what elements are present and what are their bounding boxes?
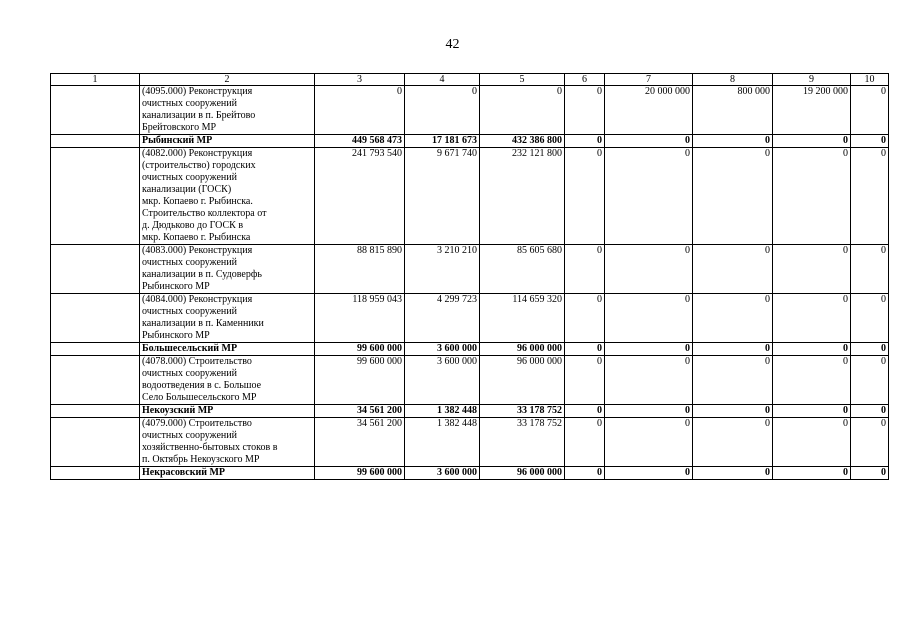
value-cell-c8: 0 — [693, 467, 773, 480]
value-cell-c3: 34 561 200 — [315, 418, 405, 467]
value-cell-c8: 0 — [693, 245, 773, 294]
value-cell-c5: 96 000 000 — [480, 356, 565, 405]
value-cell-c3: 0 — [315, 86, 405, 135]
value-cell-c6: 0 — [565, 294, 605, 343]
district-total-row — [51, 343, 889, 356]
district-total-row — [51, 135, 889, 148]
value-cell-c6: 0 — [565, 356, 605, 405]
project-description-cell: (4095.000) Реконструкция очистных сооружений канализации в п. Брейтово Брейтовского МР — [140, 86, 315, 135]
district-total-row — [51, 405, 889, 418]
value-cell-c10: 0 — [851, 343, 889, 356]
value-cell-c8: 0 — [693, 418, 773, 467]
value-cell-c3: 88 815 890 — [315, 245, 405, 294]
value-cell-c6: 0 — [565, 343, 605, 356]
value-cell-c9: 0 — [773, 245, 851, 294]
column-header: 6 — [565, 74, 605, 86]
value-cell-c6: 0 — [565, 467, 605, 480]
district-total-row — [51, 467, 889, 480]
project-description-cell: (4078.000) Строительство очистных сооружений водоотведения в с. Большое Село Большесельского МР — [140, 356, 315, 405]
column-header: 3 — [315, 74, 405, 86]
empty-cell — [51, 148, 140, 245]
value-cell-c9: 0 — [773, 356, 851, 405]
column-header: 9 — [773, 74, 851, 86]
value-cell-c4: 0 — [405, 86, 480, 135]
value-cell-c4: 4 299 723 — [405, 294, 480, 343]
value-cell-c10: 0 — [851, 467, 889, 480]
value-cell-c3: 99 600 000 — [315, 467, 405, 480]
project-row — [51, 245, 889, 294]
value-cell-c6: 0 — [565, 405, 605, 418]
column-header: 4 — [405, 74, 480, 86]
value-cell-c4: 1 382 448 — [405, 405, 480, 418]
value-cell-c7: 0 — [605, 294, 693, 343]
value-cell-c3: 118 959 043 — [315, 294, 405, 343]
value-cell-c4: 3 600 000 — [405, 356, 480, 405]
project-row — [51, 356, 889, 405]
value-cell-c5: 33 178 752 — [480, 418, 565, 467]
value-cell-c8: 0 — [693, 294, 773, 343]
value-cell-c4: 3 600 000 — [405, 467, 480, 480]
value-cell-c5: 114 659 320 — [480, 294, 565, 343]
value-cell-c9: 19 200 000 — [773, 86, 851, 135]
project-description-cell: (4079.000) Строительство очистных сооружений хозяйственно-бытовых стоков в п. Октябрь Некоузского МР — [140, 418, 315, 467]
project-row — [51, 294, 889, 343]
empty-cell — [51, 245, 140, 294]
value-cell-c6: 0 — [565, 135, 605, 148]
district-name-cell: Некоузский МР — [140, 405, 315, 418]
value-cell-c10: 0 — [851, 405, 889, 418]
value-cell-c7: 0 — [605, 343, 693, 356]
value-cell-c3: 99 600 000 — [315, 343, 405, 356]
value-cell-c4: 1 382 448 — [405, 418, 480, 467]
value-cell-c5: 432 386 800 — [480, 135, 565, 148]
value-cell-c3: 241 793 540 — [315, 148, 405, 245]
value-cell-c10: 0 — [851, 294, 889, 343]
table-header-row — [51, 74, 889, 86]
budget-table — [50, 73, 889, 480]
column-header: 7 — [605, 74, 693, 86]
column-header: 1 — [51, 74, 140, 86]
value-cell-c7: 0 — [605, 245, 693, 294]
empty-cell — [51, 135, 140, 148]
value-cell-c10: 0 — [851, 245, 889, 294]
value-cell-c7: 20 000 000 — [605, 86, 693, 135]
value-cell-c4: 3 600 000 — [405, 343, 480, 356]
empty-cell — [51, 467, 140, 480]
empty-cell — [51, 294, 140, 343]
value-cell-c9: 0 — [773, 405, 851, 418]
project-description-cell: (4082.000) Реконструкция (строительство) городских очистных сооружений канализации (ГОСК) мкр. Копаево г. Рыбинска. Строительство коллектора от д. Дюдьково до ГОСК в мкр. Копаево г. Рыбинска — [140, 148, 315, 245]
value-cell-c4: 9 671 740 — [405, 148, 480, 245]
value-cell-c9: 0 — [773, 467, 851, 480]
project-description-cell: (4083.000) Реконструкция очистных сооружений канализации в п. Судоверфь Рыбинского МР — [140, 245, 315, 294]
value-cell-c9: 0 — [773, 148, 851, 245]
value-cell-c6: 0 — [565, 86, 605, 135]
value-cell-c7: 0 — [605, 356, 693, 405]
value-cell-c3: 99 600 000 — [315, 356, 405, 405]
value-cell-c8: 0 — [693, 343, 773, 356]
project-row — [51, 86, 889, 135]
value-cell-c10: 0 — [851, 86, 889, 135]
value-cell-c8: 0 — [693, 148, 773, 245]
value-cell-c5: 96 000 000 — [480, 467, 565, 480]
value-cell-c8: 0 — [693, 356, 773, 405]
value-cell-c6: 0 — [565, 418, 605, 467]
column-header: 8 — [693, 74, 773, 86]
empty-cell — [51, 356, 140, 405]
value-cell-c8: 0 — [693, 135, 773, 148]
value-cell-c9: 0 — [773, 343, 851, 356]
value-cell-c7: 0 — [605, 467, 693, 480]
page-number: 42 — [445, 37, 460, 52]
value-cell-c7: 0 — [605, 135, 693, 148]
district-name-cell: Некрасовский МР — [140, 467, 315, 480]
empty-cell — [51, 343, 140, 356]
value-cell-c5: 232 121 800 — [480, 148, 565, 245]
value-cell-c5: 96 000 000 — [480, 343, 565, 356]
value-cell-c10: 0 — [851, 418, 889, 467]
value-cell-c3: 449 568 473 — [315, 135, 405, 148]
empty-cell — [51, 86, 140, 135]
project-row — [51, 148, 889, 245]
value-cell-c8: 0 — [693, 405, 773, 418]
value-cell-c8: 800 000 — [693, 86, 773, 135]
value-cell-c9: 0 — [773, 418, 851, 467]
value-cell-c5: 33 178 752 — [480, 405, 565, 418]
value-cell-c5: 0 — [480, 86, 565, 135]
value-cell-c3: 34 561 200 — [315, 405, 405, 418]
district-name-cell: Рыбинский МР — [140, 135, 315, 148]
value-cell-c10: 0 — [851, 356, 889, 405]
empty-cell — [51, 405, 140, 418]
value-cell-c5: 85 605 680 — [480, 245, 565, 294]
value-cell-c9: 0 — [773, 294, 851, 343]
value-cell-c7: 0 — [605, 418, 693, 467]
value-cell-c4: 17 181 673 — [405, 135, 480, 148]
value-cell-c7: 0 — [605, 148, 693, 245]
district-name-cell: Большесельский МР — [140, 343, 315, 356]
column-header: 10 — [851, 74, 889, 86]
project-row — [51, 418, 889, 467]
project-description-cell: (4084.000) Реконструкция очистных сооружений канализации в п. Каменники Рыбинского МР — [140, 294, 315, 343]
empty-cell — [51, 418, 140, 467]
column-header: 5 — [480, 74, 565, 86]
column-header: 2 — [140, 74, 315, 86]
value-cell-c9: 0 — [773, 135, 851, 148]
value-cell-c6: 0 — [565, 148, 605, 245]
value-cell-c7: 0 — [605, 405, 693, 418]
value-cell-c6: 0 — [565, 245, 605, 294]
value-cell-c4: 3 210 210 — [405, 245, 480, 294]
value-cell-c10: 0 — [851, 135, 889, 148]
value-cell-c10: 0 — [851, 148, 889, 245]
